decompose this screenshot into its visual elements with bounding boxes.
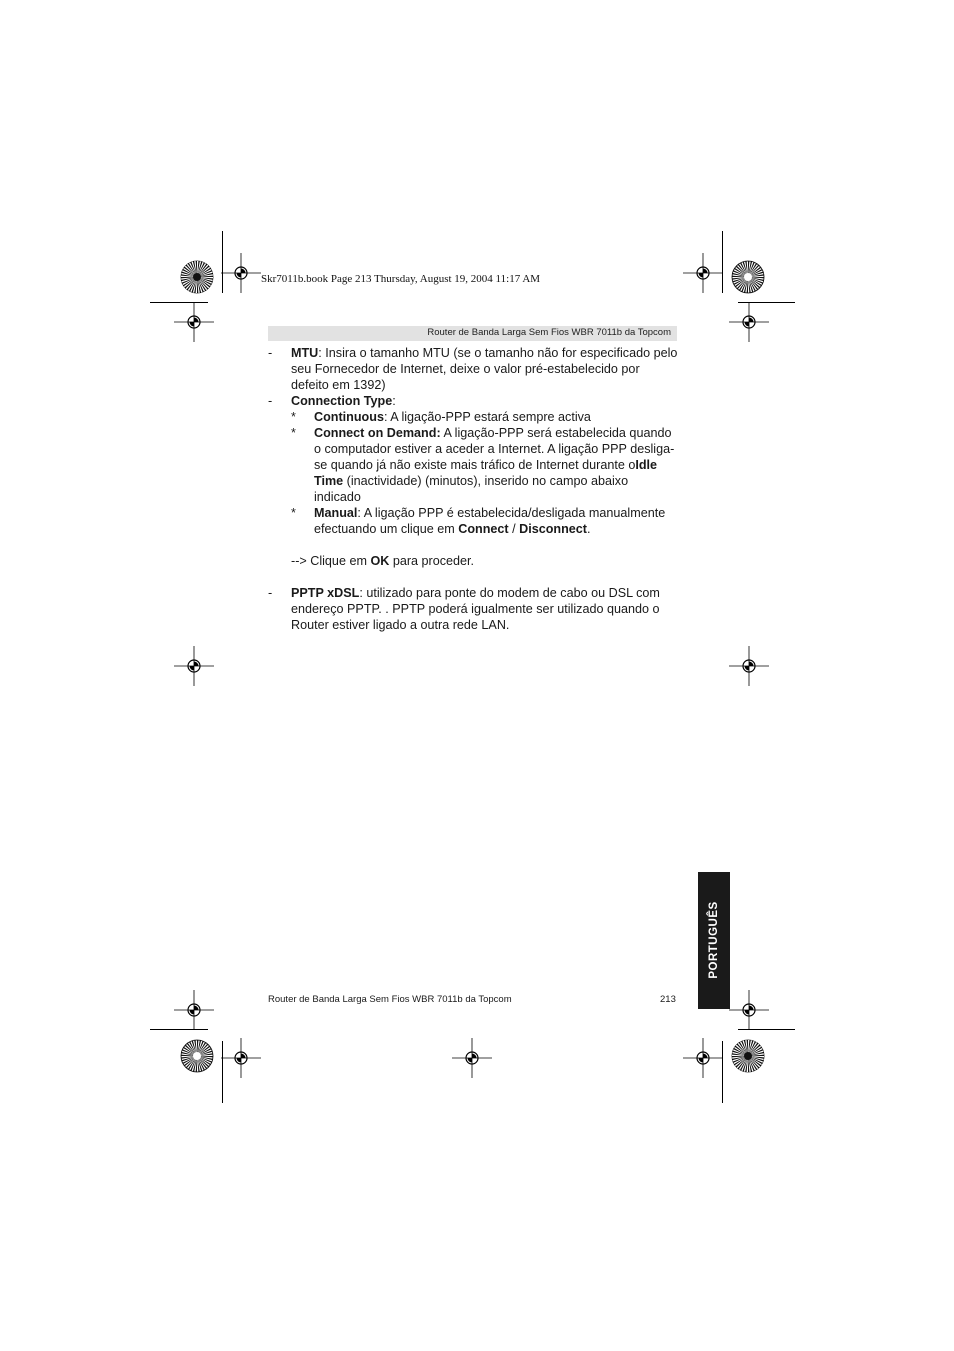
term-connection-type: Connection Type	[291, 394, 393, 408]
proceed-instruction: --> Clique em OK para proceder.	[291, 554, 475, 568]
list-item-connection-type: - Connection Type:	[268, 394, 396, 408]
dash-bullet: -	[268, 586, 273, 600]
term-connect: Connect	[458, 522, 509, 536]
text-line: defeito em 1392)	[291, 378, 386, 392]
list-item-mtu: - MTU: Insira o tamanho MTU (se o tamanho não for especificado pelo	[268, 346, 678, 360]
term-idle: Idle	[635, 458, 658, 472]
registration-crosshair-icon	[452, 1038, 492, 1078]
text-line: o computador estiver a aceder a Internet. A ligação PPP desliga-	[314, 442, 675, 456]
registration-crosshair-icon	[683, 1038, 723, 1078]
term-disconnect: Disconnect	[519, 522, 587, 536]
registration-crosshair-icon	[221, 1038, 261, 1078]
list-item-pptp: - PPTP xDSL: utilizado para ponte do modem de cabo ou DSL com	[268, 586, 660, 600]
star-bullet: *	[291, 410, 296, 424]
starburst-target-icon	[180, 260, 214, 294]
footer-title: Router de Banda Larga Sem Fios WBR 7011b da Topcom	[268, 994, 512, 1005]
term-connect-on-demand: Connect on Demand:	[314, 426, 441, 440]
term-manual: Manual	[314, 506, 358, 520]
body-text	[268, 345, 688, 633]
dash-bullet: -	[268, 394, 273, 408]
registration-crosshair-icon	[221, 253, 261, 293]
registration-crosshair-icon	[174, 302, 214, 342]
page-number: 213	[660, 994, 676, 1005]
blank-line	[268, 537, 688, 553]
text-line: Time (inactividade) (minutos), inserido no campo abaixo	[314, 474, 629, 488]
text-line: se quando já não existe mais tráfico de Internet durante oIdle	[314, 458, 658, 472]
registration-crosshair-icon	[729, 302, 769, 342]
sub-item-manual: * Manual: A ligação PPP é estabelecida/desligada manualmente	[291, 506, 666, 520]
starburst-target-icon	[731, 1039, 765, 1073]
dash-bullet: -	[268, 346, 273, 360]
text-line: seu Fornecedor de Internet, deixe o valor pré-estabelecido por	[291, 362, 640, 376]
term-mtu: MTU	[291, 346, 319, 360]
star-bullet: *	[291, 506, 296, 520]
starburst-target-icon	[180, 1039, 214, 1073]
language-tab-label: PORTUGUÊS	[708, 901, 720, 979]
starburst-target-icon	[731, 260, 765, 294]
star-bullet: *	[291, 426, 296, 440]
text-line: efectuando um clique em Connect / Disconnect.	[314, 522, 591, 536]
term-ok: OK	[370, 554, 390, 568]
text-line: Router estiver ligado a outra rede LAN.	[291, 618, 510, 632]
registration-crosshair-icon	[174, 990, 214, 1030]
header-title: Router de Banda Larga Sem Fios WBR 7011b da Topcom	[427, 327, 671, 338]
sub-item-connect-on-demand: * Connect on Demand: A ligação-PPP será estabelecida quando	[291, 426, 672, 440]
term-time: Time	[314, 474, 344, 488]
text-line: endereço PPTP. . PPTP poderá igualmente ser utilizado quando o	[291, 602, 660, 616]
registration-crosshair-icon	[729, 990, 769, 1030]
term-pptp-xdsl: PPTP xDSL	[291, 586, 360, 600]
registration-crosshair-icon	[683, 253, 723, 293]
print-info-line: Skr7011b.book Page 213 Thursday, August 19, 2004 11:17 AM	[261, 273, 541, 285]
blank-line	[268, 569, 688, 585]
term-continuous: Continuous	[314, 410, 384, 424]
running-header	[268, 326, 677, 341]
registration-crosshair-icon	[729, 646, 769, 686]
registration-crosshair-icon	[174, 646, 214, 686]
sub-item-continuous: * Continuous: A ligação-PPP estará sempre activa	[291, 410, 591, 424]
language-tab	[698, 872, 730, 1009]
text-line: indicado	[314, 490, 361, 504]
